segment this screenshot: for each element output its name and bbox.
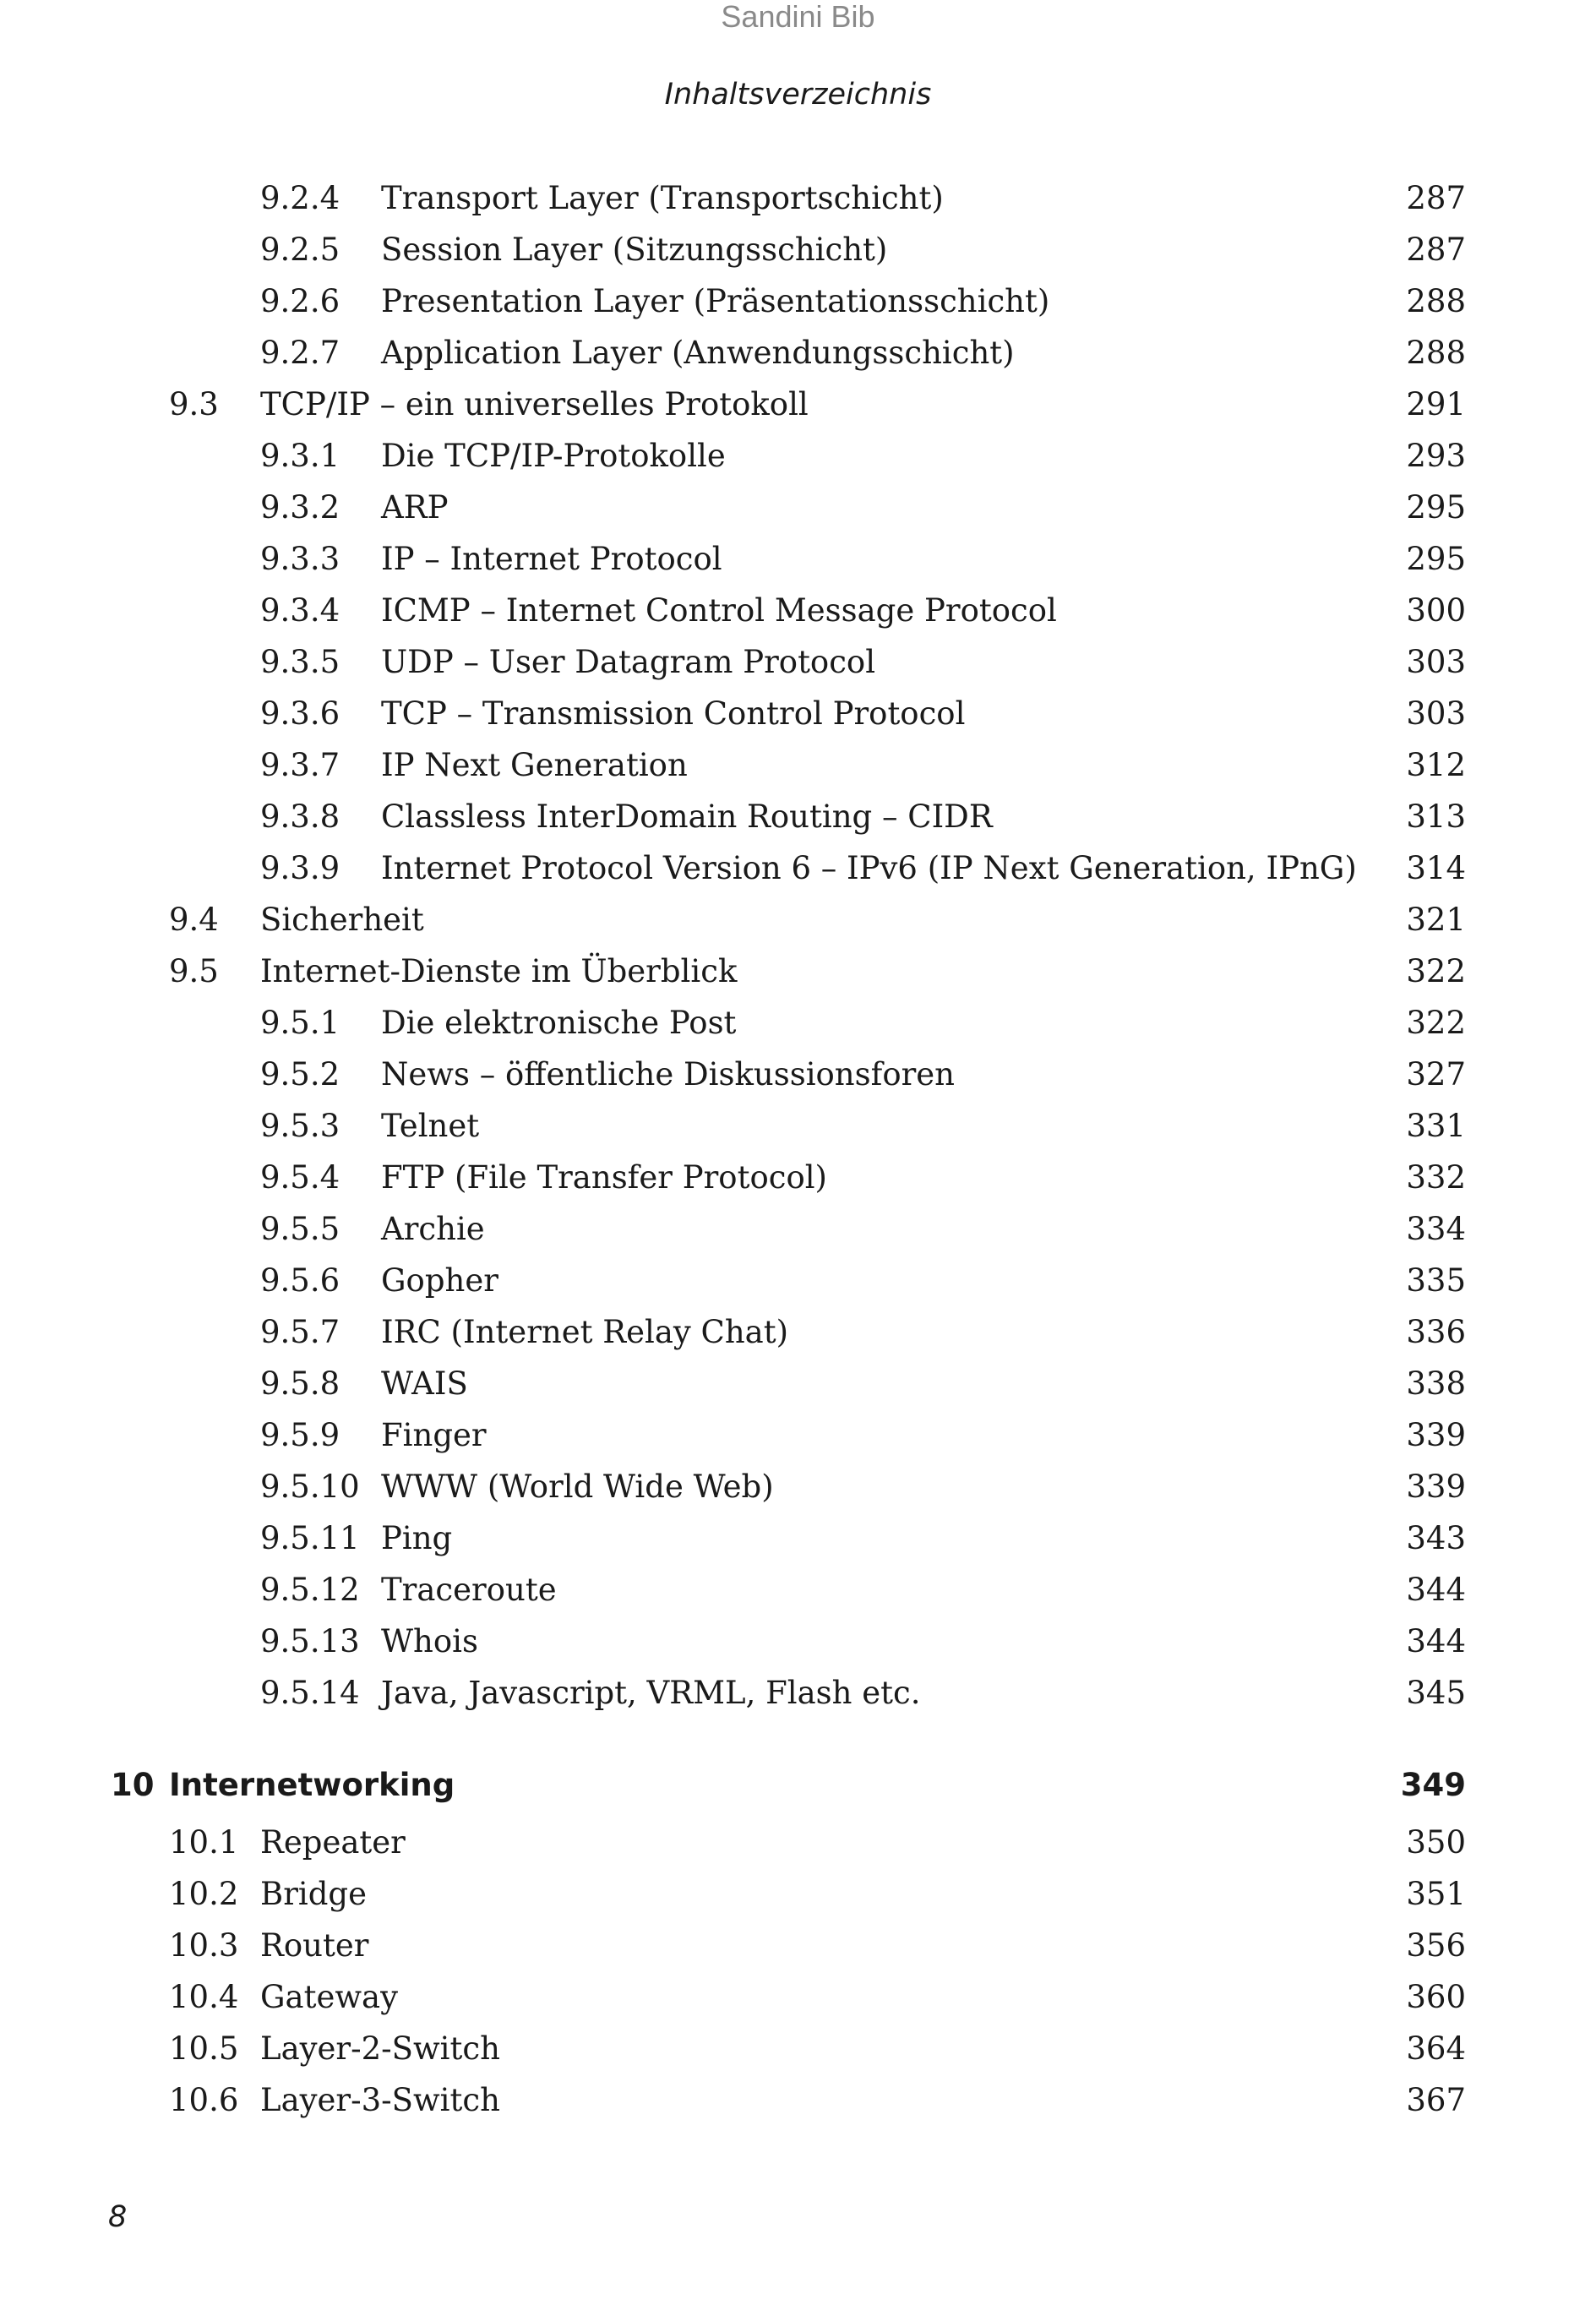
toc-title: Internet-Dienste im Überblick [260,953,738,989]
toc-page: 287 [1406,232,1466,268]
toc-title: Internet Protocol Version 6 – IPv6 (IP Next Generation, IPnG) [381,850,1357,886]
toc-title: Archie [381,1211,485,1247]
toc-title: TCP – Transmission Control Protocol [381,695,966,732]
toc-title: News – öffentliche Diskussionsforen [381,1056,956,1093]
toc-page: 335 [1406,1262,1466,1299]
toc-number: 9.5.9 [260,1417,340,1453]
toc-entry[interactable] [0,1255,1596,1306]
toc-entry[interactable] [0,1152,1596,1203]
toc-entry[interactable] [0,842,1596,894]
toc-page: 331 [1406,1108,1466,1144]
toc-entry[interactable] [0,379,1596,430]
toc-page: 343 [1406,1520,1466,1556]
toc-entry[interactable] [0,1971,1596,2023]
toc-title: Die TCP/IP-Protokolle [381,438,726,474]
toc-page: 312 [1406,747,1466,783]
toc-number: 9.5.5 [260,1211,340,1247]
toc-page: 351 [1406,1876,1466,1912]
toc-number: 10.4 [169,1979,239,2015]
toc-page: 367 [1406,2082,1466,2118]
toc-title: Traceroute [381,1572,557,1608]
toc-number: 9.3.4 [260,592,340,629]
table-of-contents [0,172,1596,2126]
toc-number: 9.2.5 [260,232,340,268]
toc-page: 288 [1406,283,1466,319]
toc-number: 9.4 [169,902,219,938]
toc-entry[interactable] [0,224,1596,275]
toc-title: Bridge [260,1876,367,1912]
toc-number: 9.2.6 [260,283,340,319]
toc-title: Die elektronische Post [381,1005,737,1041]
toc-title: Router [260,1927,369,1964]
toc-number: 10.1 [169,1824,239,1861]
toc-title: Layer-3-Switch [260,2082,500,2118]
toc-page: 339 [1406,1417,1466,1453]
toc-number: 10.6 [169,2082,239,2118]
toc-entry[interactable] [0,430,1596,482]
toc-title: Session Layer (Sitzungsschicht) [381,232,888,268]
toc-number: 9.3.9 [260,850,340,886]
toc-entry[interactable] [0,1306,1596,1358]
toc-title: FTP (File Transfer Protocol) [381,1159,827,1196]
page-number: 8 [108,2200,128,2234]
chapter-page: 349 [1400,1767,1466,1803]
toc-page: 336 [1406,1314,1466,1350]
toc-entry[interactable] [0,1461,1596,1512]
toc-page: 322 [1406,1005,1466,1041]
toc-number: 9.3 [169,386,219,422]
toc-number: 10.5 [169,2030,239,2067]
toc-page: 344 [1406,1572,1466,1608]
toc-entry[interactable] [0,1203,1596,1255]
toc-entry[interactable] [0,1616,1596,1667]
toc-page: 288 [1406,335,1466,371]
toc-number: 9.5.6 [260,1262,340,1299]
toc-entry[interactable] [0,1512,1596,1564]
toc-entry[interactable] [0,2074,1596,2126]
toc-number: 9.3.8 [260,798,340,835]
toc-title: Presentation Layer (Präsentationsschicht) [381,283,1050,319]
toc-entry[interactable] [0,945,1596,997]
toc-page: 287 [1406,180,1466,216]
toc-number: 9.5 [169,953,219,989]
toc-page: 291 [1406,386,1466,422]
toc-number: 9.3.1 [260,438,340,474]
toc-title: WAIS [381,1365,468,1402]
toc-page: 303 [1406,644,1466,680]
toc-chapter-heading[interactable] [0,1754,1596,1817]
toc-entry[interactable] [0,275,1596,327]
toc-page: 295 [1406,489,1466,526]
toc-title: IRC (Internet Relay Chat) [381,1314,789,1350]
toc-number: 9.3.6 [260,695,340,732]
toc-number: 10.3 [169,1927,239,1964]
toc-page: 339 [1406,1469,1466,1505]
toc-page: 332 [1406,1159,1466,1196]
toc-title: Gateway [260,1979,399,2015]
toc-title: Classless InterDomain Routing – CIDR [381,798,993,835]
toc-title: Repeater [260,1824,406,1861]
toc-title: Application Layer (Anwendungsschicht) [381,335,1015,371]
toc-page: 356 [1406,1927,1466,1964]
toc-entry[interactable] [0,1920,1596,1971]
toc-entry[interactable] [0,1564,1596,1616]
toc-entry[interactable] [0,1049,1596,1100]
toc-number: 9.5.4 [260,1159,340,1196]
toc-entry[interactable] [0,172,1596,224]
toc-entry[interactable] [0,636,1596,688]
toc-number: 9.2.4 [260,180,340,216]
toc-entry[interactable] [0,1409,1596,1461]
toc-entry[interactable] [0,1868,1596,1920]
toc-entry[interactable] [0,894,1596,945]
toc-number: 9.5.11 [260,1520,360,1556]
running-head: Inhaltsverzeichnis [664,78,932,112]
toc-page: 322 [1406,953,1466,989]
toc-title: Java, Javascript, VRML, Flash etc. [381,1675,921,1711]
toc-title: Whois [381,1623,478,1659]
toc-page: 321 [1406,902,1466,938]
toc-title: Finger [381,1417,487,1453]
toc-title: Ping [381,1520,453,1556]
toc-number: 9.5.3 [260,1108,340,1144]
toc-entry[interactable] [0,997,1596,1049]
chapter-title: Internetworking [169,1767,455,1803]
toc-entry[interactable] [0,739,1596,791]
toc-number: 9.3.5 [260,644,340,680]
toc-title: TCP/IP – ein universelles Protokoll [260,386,809,422]
toc-title: IP Next Generation [381,747,688,783]
toc-number: 9.2.7 [260,335,340,371]
toc-entry[interactable] [0,688,1596,739]
toc-entry[interactable] [0,1358,1596,1409]
toc-number: 9.5.12 [260,1572,360,1608]
toc-number: 9.5.13 [260,1623,360,1659]
toc-page: 295 [1406,541,1466,577]
toc-entry[interactable] [0,1100,1596,1152]
toc-page: 314 [1406,850,1466,886]
toc-page: 300 [1406,592,1466,629]
toc-page: 293 [1406,438,1466,474]
toc-entry[interactable] [0,327,1596,379]
toc-number: 9.5.14 [260,1675,360,1711]
toc-number: 9.5.8 [260,1365,340,1402]
toc-title: Gopher [381,1262,498,1299]
toc-page: 360 [1406,1979,1466,2015]
watermark: Sandini Bib [721,0,875,34]
toc-number: 10.2 [169,1876,239,1912]
toc-page: 345 [1406,1675,1466,1711]
toc-title: ICMP – Internet Control Message Protocol [381,592,1057,629]
toc-number: 9.5.2 [260,1056,340,1093]
toc-title: IP – Internet Protocol [381,541,722,577]
toc-entry[interactable] [0,791,1596,842]
toc-number: 9.3.7 [260,747,340,783]
toc-title: Telnet [381,1108,480,1144]
toc-title: Sicherheit [260,902,424,938]
toc-number: 9.5.7 [260,1314,340,1350]
toc-entry[interactable] [0,1667,1596,1719]
toc-number: 9.3.3 [260,541,340,577]
toc-title: Layer-2-Switch [260,2030,500,2067]
toc-page: 344 [1406,1623,1466,1659]
toc-entry[interactable] [0,533,1596,585]
toc-page: 327 [1406,1056,1466,1093]
toc-title: Transport Layer (Transportschicht) [381,180,944,216]
toc-page: 350 [1406,1824,1466,1861]
toc-entry[interactable] [0,585,1596,636]
toc-number: 9.5.10 [260,1469,360,1505]
toc-page: 364 [1406,2030,1466,2067]
toc-number: 9.5.1 [260,1005,340,1041]
toc-title: ARP [381,489,449,526]
toc-entry[interactable] [0,482,1596,533]
toc-number: 9.3.2 [260,489,340,526]
toc-page: 303 [1406,695,1466,732]
toc-page: 334 [1406,1211,1466,1247]
toc-page: 338 [1406,1365,1466,1402]
toc-page: 313 [1406,798,1466,835]
chapter-number: 10 [111,1767,155,1803]
toc-entry[interactable] [0,2023,1596,2074]
toc-entry[interactable] [0,1817,1596,1868]
toc-title: WWW (World Wide Web) [381,1469,774,1505]
toc-title: UDP – User Datagram Protocol [381,644,876,680]
